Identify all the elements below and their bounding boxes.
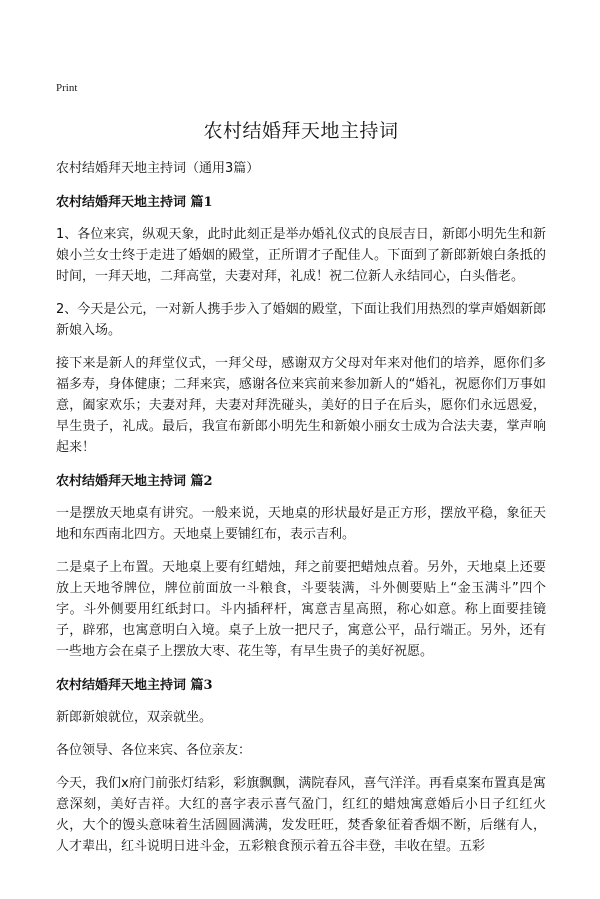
section-heading: 农村结婚拜天地主持词 篇1: [56, 195, 213, 210]
paragraph: 2、今天是公元，一对新人携手步入了婚姻的殿堂，下面让我们用热烈的掌声婚姻新郎新娘入场。: [56, 302, 546, 338]
section-heading: 农村结婚拜天地主持词 篇2: [56, 474, 213, 489]
paragraph: 接下来是新人的拜堂仪式，一拜父母，感谢双方父母对年来对他们的培养，愿你们多福多寿，身体健康；二拜来宾，感谢各位来宾前来参加新人的“婚礼，祝愿你们万事如意，阖家欢乐；夫妻对拜，夫妻对拜洗碰头，美好的日子在后头，愿你们永远恩爱，早生贵子，礼成。最后，我宣布新郎小明先生和新娘小丽女士成为合法夫妻，掌声响起来！: [56, 356, 546, 455]
paragraph: 1、各位来宾，纵观天象，此时此刻正是举办婚礼仪式的良辰吉日，新郎小明先生和新娘小兰女士终于走进了婚姻的殿堂，正所谓才子配佳人。下面到了新郎新娘白条抵的时间，一拜天地，二拜高堂，夫妻对拜，礼成！祝二位新人永结同心，白头偕老。: [56, 227, 546, 284]
paragraph: 今天，我们x府门前张灯结彩，彩旗飘飘，满院春风，喜气洋洋。再看桌案布置真是寓意深刻，美好吉祥。大红的喜字表示喜气盈门，红红的蜡烛寓意婚后小日子红红火火，大个的馒头意味着生活圆圆满满，发发旺旺，焚香象征着香烟不断，后继有人，人才辈出，红斗说明日进斗金，五彩粮食预示着五谷丰登，丰收在望。五彩: [56, 776, 546, 854]
document-subtitle: 农村结婚拜天地主持词（通用3篇）: [56, 161, 260, 176]
paragraph: 新郎新娘就位，双亲就坐。: [56, 710, 213, 725]
section-1: [56, 191, 546, 458]
section-2: [56, 470, 546, 662]
paragraph: 一是摆放天地桌有讲究。一般来说，天地桌的形状最好是正方形，摆放平稳，象征天地和东西南北四方。天地桌上要铺红布，表示吉利。: [56, 506, 546, 542]
print-label[interactable]: Print: [56, 82, 78, 94]
paragraph: 各位领导、各位来宾、各位亲友：: [56, 743, 252, 758]
section-heading: 农村结婚拜天地主持词 篇3: [56, 678, 213, 693]
paragraph: 二是桌子上布置。天地桌上要有红蜡烛，拜之前要把蜡烛点着。另外，天地桌上还要放上天地爷牌位，牌位前面放一斗粮食，斗要装满，斗外侧要贴上“金玉满斗”四个字。斗外侧要用红纸封口。斗内插秤杆，寓意吉星高照，称心如意。称上面要挂镜子，辟邪，也寓意明白入境。桌子上放一把尺子，寓意公平，品行端正。另外，还有一些地方会在桌子上摆放大枣、花生等，有早生贵子的美好祝愿。: [56, 560, 546, 659]
page-title: 农村结婚拜天地主持词: [203, 120, 399, 142]
section-3: [56, 674, 546, 857]
